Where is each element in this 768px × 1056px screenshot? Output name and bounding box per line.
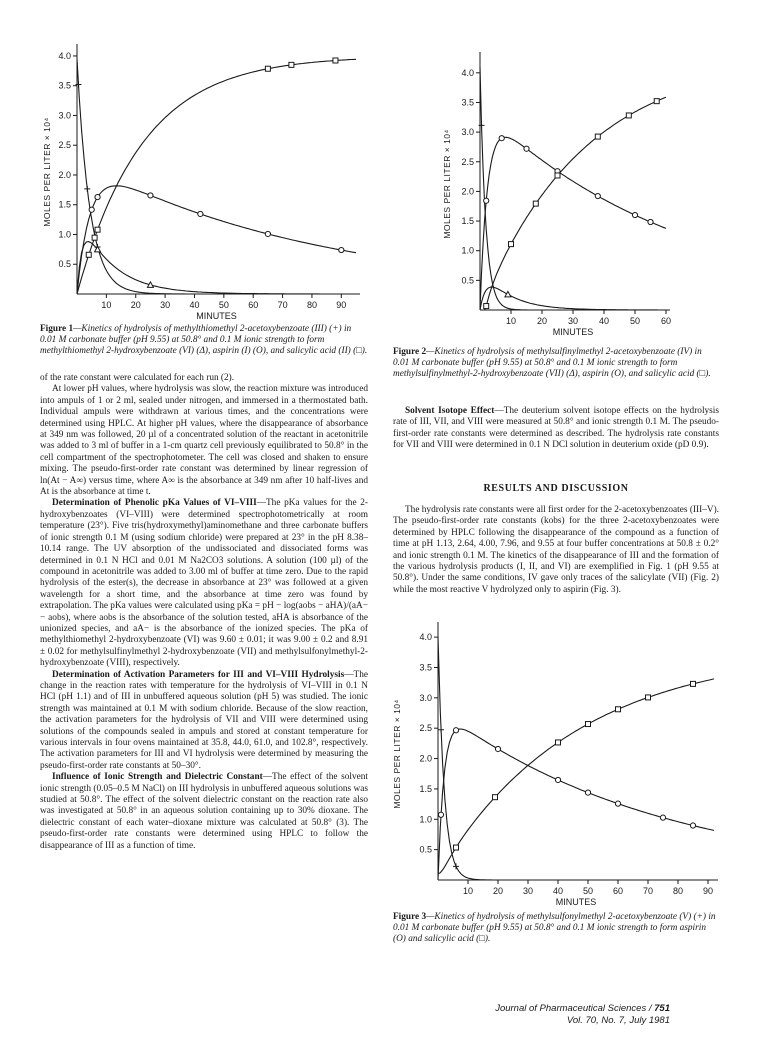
x-tick-label: 30: [522, 886, 534, 896]
x-tick-label: 40: [598, 316, 610, 326]
y-tick-label: 1.5: [58, 199, 71, 210]
right-column-text-2: [393, 505, 719, 596]
reactant-III-point: [75, 81, 81, 87]
figure-1-caption-label: Figure 1: [40, 324, 74, 334]
figure-3: [390, 610, 725, 915]
y-tick-label: 4.0: [58, 50, 71, 61]
salicylic-acid-point: [265, 66, 270, 71]
salicylic-acid-point: [454, 845, 459, 850]
x-tick-label: 30: [160, 300, 171, 310]
x-tick-label: 10: [101, 300, 112, 310]
left-column-text: [40, 373, 368, 852]
reactant-III-curve: [77, 59, 356, 294]
salicylic-acid-point: [654, 99, 659, 104]
x-tick-label: 50: [582, 886, 594, 896]
x-tick-label: 10: [505, 316, 517, 326]
salicylic-acid-point: [95, 227, 100, 232]
reactant-V-point: [453, 863, 459, 869]
right-paragraph-1: [393, 406, 719, 452]
x-tick-label: 50: [218, 300, 229, 310]
x-tick-label: 80: [672, 886, 684, 896]
figure-2: [440, 40, 690, 345]
x-tick-label: 10: [462, 886, 474, 896]
left-paragraph-4-body: —The change in the reaction rates with temperature for the hydrolysis of VI–VIII in 0.1 N HCl (pH 1.1) and of III in unbuffered aqueous solution (pH 5) was studied. The ionic strength was maintained at 0.1 M with sodium chloride. Because of the slow reaction, the activation parameters for the hydrolysis of VII and VIII were determined using solutions of the compounds sealed in ampuls and stored at constant temperature for various intervals in four ovens maintained at 35.8, 44.0, 61.0, and 102.8°, respectively. The activation parameters for III and VI hydrolysis were determined by measuring the pseudo-first-order rate constants at 50–30°.: [40, 669, 368, 771]
y-tick-label: 4.0: [461, 67, 474, 78]
y-tick-label: 2.5: [58, 140, 71, 151]
aspirin-point: [339, 247, 344, 252]
x-tick-label: 20: [536, 316, 548, 326]
salicylic-acid-point: [484, 304, 489, 309]
heading-pka: Determination of Phenolic pKa Values of VI–VIII: [52, 498, 257, 509]
aspirin-point: [632, 212, 637, 217]
x-tick-label: 40: [552, 886, 564, 896]
figure-1: [40, 40, 365, 325]
y-tick-label: 3.0: [58, 110, 71, 121]
left-paragraph-5: [40, 772, 368, 852]
y-axis-label: MOLES PER LITER × 10⁴: [42, 117, 52, 227]
figure-3-caption: [393, 912, 721, 946]
x-tick-label: 50: [629, 316, 641, 326]
y-tick-label: 3.0: [461, 127, 474, 138]
x-tick-label: 30: [567, 316, 579, 326]
x-axis-label: MINUTES: [196, 311, 237, 321]
salicylic-acid-point: [493, 795, 498, 800]
figure-1-plot: [40, 40, 365, 325]
aspirin-point: [198, 211, 203, 216]
reactant-IV-curve: [480, 67, 666, 310]
x-axis-label: MINUTES: [552, 327, 594, 337]
left-paragraph-3-body: —The pKa values for the 2-hydroxybenzoates (VI–VIII) were determined spectrophotometrically at room temperature (23°). Five tris(hydroxymethyl)aminomethane and three carbonate buffers of ionic strength 0.1 M (using sodium chloride) were prepared at 23° in the pH 8.38–10.14 range. The UV absorption of the undissociated and dissociated forms was determined in 0.1 N HCl and 0.01 M Na2CO3 solutions. A solution (100 µl) of the compound in acetonitrile was added to 3.00 ml of buffer at time zero. Due to the rapid hydrolysis of the ester(s), the decrease in absorbance at 23° was followed at a given wavelength for a short time, and the absorbance at time zero was found by extrapolation. The pKa values were calculated using pKa = pH − log(aobs − aHA)/(aA− − aobs), where aobs is the absorbance of the solution tested, aHA is absorbance of the unionized species, and aA− is the absorbance of the ionized species. The pKa of methylthiomethyl 2-hydroxybenzoate (VI) was 9.60 ± 0.01; it was 9.00 ± 0.2 and 8.91 ± 0.02 for methylsulfinylmethyl 2-hydroxybenzoate (VII) and methylsulfonylmethyl-2-hydroxybenzoate (VIII), respectively.: [40, 498, 369, 669]
figure-1-caption-text: —Kinetics of hydrolysis of methylthiomethyl 2-acetoxybenzoate (III) (+) in 0.01 M carbonate buffer (pH 9.55) at 50.8° and 0.1 M ionic strength to form methylthiomethyl 2-hydroxybenzoate (VI) (Δ), aspirin (I) (O), and salicylic acid (II) (□).: [40, 324, 368, 357]
figure-2-caption: [393, 347, 719, 381]
aspirin-point: [453, 728, 458, 733]
aspirin-point: [615, 801, 620, 806]
salicylic-acid-point: [533, 201, 538, 206]
salicylate-VI-curve: [77, 242, 356, 294]
salicylic-acid-point: [595, 134, 600, 139]
salicylic-acid-point: [556, 740, 561, 745]
y-tick-label: 0.5: [419, 844, 432, 855]
y-tick-label: 1.0: [58, 229, 71, 240]
reactant-V-point: [438, 727, 444, 733]
footer-journal: Journal of Pharmaceutical Sciences: [495, 1003, 647, 1014]
salicylic-acid-point: [616, 707, 621, 712]
y-tick-label: 0.5: [461, 275, 474, 286]
salicylic-acid-point: [86, 252, 91, 257]
x-tick-label: 40: [189, 300, 200, 310]
y-tick-label: 0.5: [58, 259, 71, 270]
x-tick-label: 20: [130, 300, 141, 310]
aspirin-point: [484, 198, 489, 203]
figure-3-caption-label: Figure 3: [393, 912, 427, 922]
results-heading: RESULTS AND DISCUSSION: [483, 483, 629, 494]
salicylic-acid-curve: [77, 59, 356, 294]
left-paragraph-5-body: —The effect of the solvent ionic strength (0.05–0.5 M NaCl) on III hydrolysis in unbuffered aqueous solutions was studied at 50.8°. The effect of the solvent dielectric constant on the reaction rate also was investigated at 50.8° in an aqueous solution containing up to 30% dioxane. The dielectric constant of each water–dioxane mixture was calculated at 50.8° (3). The pseudo-first-order rate constants were determined using HPLC to follow the disappearance of III as a function of time.: [40, 772, 368, 851]
x-tick-label: 60: [248, 300, 259, 310]
left-paragraph-2: At lower pH values, where hydrolysis was slow, the reaction mixture was introduced into ampuls of 1 or 2 ml, sealed under nitrogen, and immersed in a thermostated bath. Individual ampuls were withdrawn at various times, and the concentrations were determined using HPLC. At higher pH values, where the disappearance of absorbance at 349 nm was followed, 20 µl of a concentrated solution of the reactant in acetonitrile was added to 3 ml of buffer in a 1-cm quartz cell previously equilibrated to 50.8° in the cell compartment of the spectrophotometer. The cell was closed and shaken to ensure mixing. The pseudo-first-order rate constant was determined by linear regression of ln(At − A∞) versus time, where A∞ is the absorbance at 349 nm after 10 half-lives and At is the absorbance at time t.: [40, 384, 368, 498]
salicylic-acid-curve: [480, 97, 666, 310]
y-tick-label: 3.5: [58, 80, 71, 91]
aspirin-point: [660, 815, 665, 820]
x-tick-label: 90: [336, 300, 347, 310]
aspirin-point: [499, 136, 504, 141]
aspirin-point: [438, 812, 443, 817]
salicylic-acid-point: [626, 113, 631, 118]
figure-2-caption-text: —Kinetics of hydrolysis of methylsulfinylmethyl 2-acetoxybenzoate (IV) in 0.01 M carbonate buffer (pH 9.55) at 50.8° and 0.1 M ionic strength to form methylsulfinylmethyl-2-hydroxybenzoate (VII) (Δ), aspirin (O), and salicylic acid (□).: [393, 347, 711, 380]
aspirin-point: [265, 231, 270, 236]
salicylate-VII-point: [505, 291, 511, 297]
figure-3-plot: [390, 610, 725, 915]
footer-journal-line: Journal of Pharmaceutical Sciences / 751: [495, 1003, 670, 1014]
y-tick-label: 2.0: [419, 753, 432, 764]
x-tick-label: 80: [306, 300, 317, 310]
y-tick-label: 2.5: [461, 156, 474, 167]
figure-3-caption-text: —Kinetics of hydrolysis of methylsulfonylmethyl 2-acetoxybenzoate (V) (+) in 0.01 M carbonate buffer (pH 9.55) at 50.8° and 0.1 M ionic strength to form aspirin (O) and salicylic acid (□).: [393, 912, 716, 945]
salicylic-acid-point: [92, 235, 97, 240]
aspirin-curve: [438, 729, 714, 880]
heading-ionic-strength: Influence of Ionic Strength and Dielectric Constant: [52, 772, 263, 783]
salicylic-acid-point: [586, 722, 591, 727]
salicylic-acid-point: [289, 62, 294, 67]
salicylic-acid-point: [691, 681, 696, 686]
footer-page-number: 751: [654, 1003, 670, 1014]
x-axis-label: MINUTES: [555, 897, 597, 907]
y-tick-label: 3.5: [461, 97, 474, 108]
aspirin-point: [648, 219, 653, 224]
aspirin-point: [495, 746, 500, 751]
heading-isotope: Solvent Isotope Effect: [405, 406, 495, 416]
aspirin-point: [95, 194, 100, 199]
y-tick-label: 1.0: [419, 814, 432, 825]
salicylic-acid-point: [555, 173, 560, 178]
aspirin-point: [148, 193, 153, 198]
y-tick-label: 3.0: [419, 692, 432, 703]
reactant-III-point: [84, 186, 90, 192]
x-tick-label: 70: [277, 300, 288, 310]
x-tick-label: 60: [612, 886, 624, 896]
footer-volume: Vol. 70, No. 7, July 1981: [566, 1015, 670, 1026]
x-tick-label: 90: [702, 886, 714, 896]
page-footer: [495, 1003, 670, 1027]
right-paragraph-1-body: —The deuterium solvent isotope effects on the hydrolysis rate of III, VII, and VIII were measured at 50.8° and ionic strength 0.1 M. The pseudo-first-order rate constants were determined as described. The hydrolysis rate constants for VII and VIII were determined in 0.1 N DCl solution in deuterium oxide (pD 0.9).: [393, 406, 719, 451]
right-paragraph-2: The hydrolysis rate constants were all first order for the 2-acetoxybenzoates (III–V). The pseudo-first-order rate constants (kobs) for the three 2-acetoxybenzoates were determined by HPLC following the disappearance of the compound as a function of time at pH 1.13, 2.64, 4.00, 7.96, and 9.55 at four buffer concentrations at 50.8 ± 0.2° and ionic strength 0.1 M. The kinetics of the disappearance of III and the formation of the various hydrolysis products (I, II, and VI) are exemplified in Fig. 1 (pH 9.55 at 50.8°). Under the same conditions, IV gave only traces of the salicylate (VII) (Fig. 2) while the most reactive V hydrolyzed only to aspirin (Fig. 3).: [393, 505, 719, 595]
left-paragraph-3: [40, 498, 368, 669]
y-axis-label: MOLES PER LITER × 10⁴: [442, 129, 452, 239]
salicylic-acid-curve: [438, 679, 714, 874]
left-paragraph-1: of the rate constant were calculated for each run (2).: [40, 373, 235, 383]
reactant-IV-point: [479, 122, 485, 128]
aspirin-point: [585, 790, 590, 795]
y-tick-label: 1.5: [419, 783, 432, 794]
aspirin-point: [524, 146, 529, 151]
x-tick-label: 60: [660, 316, 672, 326]
y-tick-label: 1.0: [461, 245, 474, 256]
y-tick-label: 2.5: [419, 723, 432, 734]
salicylic-acid-point: [646, 695, 651, 700]
right-column-text-1: [393, 406, 719, 452]
y-tick-label: 2.0: [461, 186, 474, 197]
aspirin-curve: [77, 186, 356, 294]
salicylic-acid-point: [333, 58, 338, 63]
aspirin-point: [89, 207, 94, 212]
y-tick-label: 4.0: [419, 632, 432, 643]
figure-2-plot: [440, 40, 690, 345]
salicylic-acid-point: [509, 242, 514, 247]
x-tick-label: 20: [492, 886, 504, 896]
x-tick-label: 70: [642, 886, 654, 896]
y-tick-label: 2.0: [58, 169, 71, 180]
figure-1-caption: [40, 324, 368, 358]
y-tick-label: 1.5: [461, 216, 474, 227]
y-tick-label: 3.5: [419, 662, 432, 673]
y-axis-label: MOLES PER LITER × 10⁴: [392, 699, 402, 809]
aspirin-curve: [480, 137, 666, 310]
figure-2-caption-label: Figure 2: [393, 347, 427, 357]
heading-activation: Determination of Activation Parameters for III and VI–VIII Hydrolysis: [52, 669, 345, 680]
left-paragraph-4: [40, 670, 368, 773]
aspirin-point: [690, 823, 695, 828]
aspirin-point: [595, 193, 600, 198]
aspirin-point: [555, 777, 560, 782]
reactant-V-curve: [438, 637, 714, 880]
